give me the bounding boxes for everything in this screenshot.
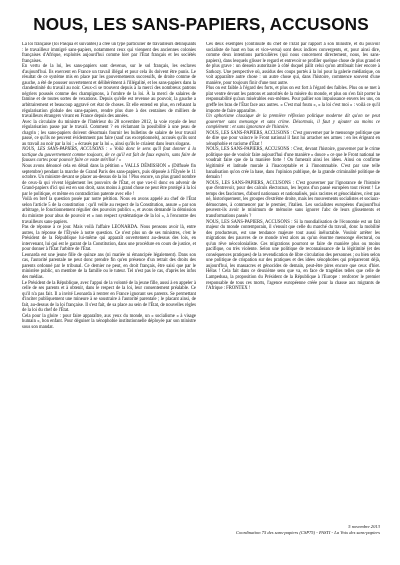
paragraph: La loi française (loi Pasqua et suivantes) a créé un type particulier de travailleurs délinquants : le travailleur immigré sans-papiers, notamment ceux qui viennent des anciennes colonies françaises d'Afrique, exploités aujourd'hui comme hier par l'État français et les sociétés françaises.: [22, 42, 196, 64]
paragraph: Cela pour la gloire : pour faire apparaître, aux yeux du monde, un « socialisme » à visage humain », bon enfant. Pour déguiser la xénophobie institutionnelle déployée par son ministre sous son mandat.: [22, 313, 196, 330]
paragraph: NOUS, LES SANS-PAPIERS, ACCUSONS : C'est gouverner par le mensonge politique que de dire que pour vaincre le Front national il faut lui arracher ses armes : en les érigeant en xénophobie et racisme d'État !: [206, 130, 380, 147]
page-title: NOUS, LES SANS-PAPIERS, ACCUSONS: [33, 14, 369, 34]
right-text-column: [206, 42, 380, 522]
paragraph: Pas de réponse à ce jour. Mais voilà l'affaire LEONARDA. Nous pensons avoir là, entre autres, la réponse de l'Élysée à notre question. Ce n'est plus un de ses ministres, c'est le Président de la République lui-même qui apparaît ouvertement au-dessus des lois, en intervenant, lui qui est le garant de la Constitution, dans une procédure en cours de justice, et pour donner à l'État l'arbitre de l'État.: [22, 225, 196, 253]
paragraph: Avec la circulaire du ministre de l'Intérieur du 28 novembre 2012, la voie royale de leur régularisation passe par le travail. Comment ? en réclamant la possibilité à une peau de chagrin ; les sans-papiers doivent désormais fournir les bulletins de salaire de leur travail passé, ce qu'ils ne peuvent évidemment pas faire (sauf cas exceptionnels), accusés qu'ils sont au travail au noir par la loi ; « écrasés par la loi », ainsi qu'ils le criaient dans leurs slogans.: [22, 119, 196, 147]
document-page: [22, 0, 380, 565]
footer: [140, 524, 380, 536]
paragraph: Le Président de la République, avec l'appui de la volonté de la jeune fille, aussi à en appeler à celle de ses parents et à obtenir, dans le respect de la loi, leur consentement préalable. Ce qu'il n'a pas fait. Il a invité Leonarda à rentrer en France ignorant ses parents. Se permettant d'inciter publiquement une mineure à se soustraire à l'autorité parentale ; le placant ainsi, de fait, au-dessus de la loi française. Il s'est fait, de sa place au sein de l'État, de nouvelles règles de la loi du chef de l'État.: [22, 280, 196, 314]
paragraph: En vertu de la loi, les sans-papiers sont devenus, sur le sol français, les esclaves d'aujourd'hui. Ils exercent en France un travail illégal et pour cela ils doivent être punis. Le résultat de ce système mis en place par les gouvernements successifs, de droite comme de gauche, a été de pousser ouvertement et délibérément à l'illégalité, et les sans-papiers dans la clandestinité du travail au noir. Ceux-ci se trouvent depuis à la merci des nombreux patrons négriers poussés comme des champignons, à l'ombre de la loi. À la merci de salaires de famine et de toutes sortes de vexations. Depuis qu'elle est revenue au pouvoir, la gauche a arbitrairement et beaucoup aggravé cet état de choses. Et elle entend en plus, en refusant la régularisation globale des sans-papiers, rendre plus dure à des centaines de milliers de travailleurs étrangers vivant en France depuis des années.: [22, 64, 196, 120]
paragraph: NOUS, LES SANS-PAPIERS, ACCUSONS : Si la mondialisation de l'économie est un fait majeur du monde contemporain, il s'ensuit que celle du marché du travail, donc la mobilité des producteurs, est une tendance majeure tout aussi inéluctable. Vouloir arrêter les migrations des pauvres de ce monde n'est alors au qu'un énorme mensonge électoral, ou qu'un rêve néocolonialiste. Ces migrations pourront se faire de manière plus ou moins pacifique, ou très violente. Selon une politique de reconnaissance de la légitimité (et des conséquences pratiques) de la revendication de libre circulation des personnes ; ou bien selon une politique de crispation sur des pratiques et des idées xénophobes qui prépareront déjà, aujourd'hui, les massacres et génocides de demain, peut-être pires encore que ceux d'hier. Hélas ! Cela fait dans ce deuxième sens que va, en face de tragédies telles que celle de Lampedusa, la proposition du Président de la République à l'Europe : renforcer le premier responsable de tous ces morts, l'agence européenne créée pour la chasse aux migrants de l'Afrique : FRONTEX !: [206, 219, 380, 292]
paragraph: Leonarda est une jeune fille de quinze ans (ni mariée ni émancipée légalement). Dans son cas, l'autorité parentale ne peut donc prendre fin qu'en présence d'un retrait des droits des parents ordonné par le tribunal. Ce dernier ne peut, en droit français, être saisi que par le ministère public, un membre de la famille ou le tuteur. Tel n'est pas le cas, d'après les infos des médias.: [22, 252, 196, 280]
paragraph: NOUS, LES SANS-PAPIERS, ACCUSONS : C'est, devant l'histoire, gouverner par le crime politique que de vouloir faire aujourd'hui d'une manière « douce » ce que le Front national ne voudrait faire que de la manière forte ! On fumerait ainsi les idées. Ainsi on confirme légitimité et latitude morale à l'inacceptable et à l'innommable. C'est par une telle banalisation qu'on crée la base, dans l'opinion publique, de la grande criminalité politique de demain !: [206, 147, 380, 181]
footer-credit: Coordination 75 des sans-papiers (CSP75) - FASTI - La Voix des sans-papiers: [235, 530, 380, 536]
paragraph: Voilà en bref la question posée par notre pétition. Nous en avons appelé au chef de l'État selon l'article 5 de la constitution : qu'il veille au respect de la Constitution, assure « par son arbitrage, le fonctionnement régulier des pouvoirs publics », et avons demandé la démission du ministre pour abus de pouvoir et « non respect systématique de la loi », à l'encontre des travailleurs sans-papiers.: [22, 197, 196, 225]
paragraph: Nous avons dénoncé cela en détail dans la pétition « VALLS DÉMISSION » (Diffusée fin septembre) pendant la marche de Grand Paris des sans-papiers, puis déposée à l'Élysée le 11 octobre. Un ministre devant se placer au-dessus de la loi ! Plus encore, un plus grand nombre de ceux-là qui vivent légalement les pouvoirs de l'État, et que va-t-il donc en advenir de Grand-papiers d'ici qui est en son droit, sans moins à grand chose ne peut être protégé à la loi par le politique, et même en contradiction patente avec elle !: [22, 164, 196, 197]
footer-date: 5 novembre 2013: [348, 524, 380, 529]
left-text-column: [22, 42, 196, 522]
paragraph: Plus on est faible à l'égard des forts, et plus on est fort à l'égard des faibles. Plus on se met à plat ventre devant les patrons et autorités de la misère du monde, et plus on s'en fait porter la responsabilité qu'aux misérables eux-mêmes. Pour pallier son impuissance envers les uns, on greffe les bras de l'État face aux autres. « C'est mal foutu », « la loi c'est moi » : voilà ce qu'il importe de faire apparaître.: [206, 86, 380, 114]
paragraph: Un aphorisme classique de la première réflexion politique moderne dit qu'on ne peut gouverner sans mensonge et sans crime. Désormais, il faut y ajouter au moins ce complément : et sans ignorance de l'histoire.: [206, 114, 380, 131]
paragraph: Ces deux exemples (continuité du chef de l'État par rapport à son ministre, et du pouvoir socialiste de haut en bas et vice-versa) sont deux indices convergents, et, pour ainsi dire, comme deux intentions particulières (qui nous concernent directement, nous, les sans-papiers), dans lesquels glisser le regard et entrevoir se profiler quelque chose de plus grand et de plus grave : un dessein autoritaire à côté duquel pâlit celui qu'on attribuait hier encore à Sarkozy. Une perspective où, assidus des coups portés à la loi pour la galerie médiatique, on voit apparaître autre chose : un autre chose qui, dans l'histoire, commence souvent d'une manière, pour toujours finir d'une tout autre.: [206, 42, 380, 86]
paragraph: NOUS, LES SANS-PAPIERS, ACCUSONS : C'est gouverner par l'ignorance de l'histoire que d'entrevoir, pour des calculs électoraux, les leçons d'un passé européen tout récent ! Le temps des fascismes, d'abord nationaux et nationalisés, puis racistes et génocidaires, n'est pas né, historiquement, les groupes d'extrême droite, mais les mouvements socialistes et sociaux-démocrates, à commencer par le premier, l'italien. Les socialistes européens d'aujourd'hui peuvent-ils avoir le minimum de mémoire sans ignorer l'abc de leurs glissements et transformations passés ?: [206, 180, 380, 219]
paragraph: NOUS, LES SANS-PAPIERS, ACCUSONS : « Voilà donc le sens qu'il faut donner à la tactique du gouvernement comme toujours, de ce qu'il est fait de faux espoirs, sans faire de fausses cartes pour pouvoir faire ce vaste stérilisé ! »: [22, 147, 196, 164]
